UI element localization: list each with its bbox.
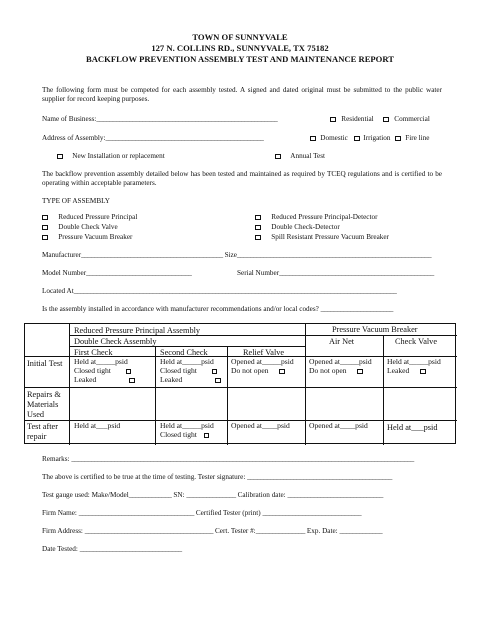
after-second-check-held-field[interactable]: Held at_____psid bbox=[160, 421, 214, 430]
domestic-label: Domestic bbox=[320, 134, 348, 142]
relief-valve-do-not-open-checkbox[interactable] bbox=[279, 369, 285, 375]
closed-tight-label: Closed tight bbox=[160, 430, 197, 439]
date-tested-label: Date Tested: bbox=[42, 545, 78, 553]
firm-address-label: Firm Address: bbox=[42, 527, 83, 535]
first-check-header: First Check bbox=[74, 348, 113, 357]
type-rpp-option[interactable] bbox=[42, 213, 137, 221]
first-check-held-field[interactable]: Held at_____psid bbox=[74, 357, 128, 366]
air-net-opened-field[interactable]: Opened at_____psid bbox=[309, 357, 372, 366]
located-at-field[interactable]: Located At__________________________________________________________________________________________________ bbox=[42, 287, 397, 295]
manufacturer-label: Manufacturer bbox=[42, 251, 82, 259]
rpa-header: Reduced Pressure Principal Assembly bbox=[74, 326, 201, 335]
air-net-do-not-open-checkbox[interactable] bbox=[357, 369, 363, 375]
air-net-header: Air Net bbox=[329, 337, 355, 346]
domestic-option[interactable] bbox=[310, 134, 348, 142]
first-check-leaked[interactable] bbox=[74, 376, 135, 384]
fire-line-checkbox[interactable] bbox=[395, 136, 401, 142]
relief-valve-do-not-open[interactable] bbox=[231, 367, 285, 375]
annual-test-option[interactable] bbox=[275, 152, 325, 160]
pvb-header: Pressure Vacuum Breaker bbox=[332, 325, 418, 334]
repairs-row-label-2: Materials bbox=[27, 400, 59, 409]
type-rpp-checkbox[interactable] bbox=[42, 215, 48, 221]
irrigation-checkbox[interactable] bbox=[354, 136, 360, 142]
repairs-row-label-3: Used bbox=[27, 410, 45, 419]
initial-test-row-label: Initial Test bbox=[27, 359, 63, 368]
do-not-open-label: Do not open bbox=[309, 366, 347, 375]
business-name-label: Name of Business: bbox=[42, 115, 97, 123]
firm-name-field[interactable]: Firm Name: ___________________________________ Certified Tester (print) ______________________________ bbox=[42, 509, 362, 517]
relief-valve-opened-field[interactable]: Opened at_____psid bbox=[231, 357, 294, 366]
leaked-label: Leaked bbox=[74, 375, 97, 384]
test-gauge-label: Test gauge used: Make/Model bbox=[42, 491, 129, 499]
type-rppd-option[interactable] bbox=[255, 213, 377, 221]
new-installation-label: New Installation or replacement bbox=[72, 152, 165, 160]
installed-question-label: Is the assembly installed in accordance with manufacturer recommendations and/or local codes? bbox=[42, 305, 319, 313]
type-dcd-option[interactable] bbox=[255, 223, 340, 231]
calibration-date-label: Calibration date: bbox=[237, 491, 286, 499]
check-valve-held-field[interactable]: Held at_____psid bbox=[387, 357, 441, 366]
business-name-field[interactable]: Name of Business:_______________________________________________________ bbox=[42, 115, 278, 123]
type-dcv-label: Double Check Valve bbox=[58, 223, 118, 231]
after-repair-row-label-2: repair bbox=[27, 432, 47, 441]
fire-line-option[interactable] bbox=[395, 134, 429, 142]
type-rppd-checkbox[interactable] bbox=[255, 215, 261, 221]
relief-valve-header: Relief Valve bbox=[243, 348, 285, 357]
do-not-open-label: Do not open bbox=[231, 366, 269, 375]
second-check-closed-checkbox[interactable] bbox=[212, 369, 218, 375]
installed-question-field[interactable]: Is the assembly installed in accordance with manufacturer recommendations and/or local codes? ______________________ bbox=[42, 305, 394, 313]
type-rppd-label: Reduced Pressure Principal-Detector bbox=[271, 213, 378, 221]
fire-line-label: Fire line bbox=[405, 134, 430, 142]
new-installation-checkbox[interactable] bbox=[57, 154, 63, 160]
type-srpvb-option[interactable] bbox=[255, 233, 389, 241]
type-dcv-checkbox[interactable] bbox=[42, 225, 48, 231]
serial-number-label: Serial Number bbox=[237, 269, 280, 277]
dca-header: Double Check Assembly bbox=[74, 337, 157, 346]
after-relief-valve-opened-field[interactable]: Opened at____psid bbox=[231, 421, 290, 430]
after-check-valve-held-field[interactable]: Held at___psid bbox=[387, 423, 438, 432]
after-repair-row-label-1: Test after bbox=[27, 422, 58, 431]
type-pvb-checkbox[interactable] bbox=[42, 235, 48, 241]
type-srpvb-label: Spill Resistant Pressure Vacuum Breaker bbox=[271, 233, 389, 241]
commercial-option[interactable] bbox=[383, 115, 430, 123]
residential-option[interactable] bbox=[330, 115, 374, 123]
after-air-net-opened-field[interactable]: Opened at____psid bbox=[309, 421, 368, 430]
manufacturer-field[interactable]: Manufacturer___________________________________________ Size___________________________________________________________ bbox=[42, 251, 432, 259]
tester-signature-field[interactable]: The above is certified to be true at the time of testing. Tester signature: ____________________________________________ bbox=[42, 473, 393, 481]
annual-test-label: Annual Test bbox=[290, 152, 325, 160]
serial-number-field[interactable]: Serial Number_______________________________________________ bbox=[237, 269, 434, 277]
size-label: Size bbox=[224, 251, 237, 259]
header-town: TOWN OF SUNNYVALE bbox=[192, 32, 288, 42]
new-installation-option[interactable] bbox=[57, 152, 165, 160]
first-check-closed-checkbox[interactable] bbox=[126, 369, 132, 375]
type-dcd-checkbox[interactable] bbox=[255, 225, 261, 231]
second-check-header: Second Check bbox=[160, 348, 208, 357]
after-first-check-held-field[interactable]: Held at___psid bbox=[74, 421, 121, 430]
second-check-leaked-checkbox[interactable] bbox=[215, 378, 221, 384]
residential-checkbox[interactable] bbox=[330, 117, 336, 123]
check-valve-leaked[interactable] bbox=[387, 367, 426, 375]
test-gauge-field[interactable]: Test gauge used: Make/Model_____________ SN: _______________ Calibration date: _____________________________ bbox=[42, 491, 383, 499]
type-rpp-label: Reduced Pressure Principal bbox=[58, 213, 138, 221]
after-second-check-closed-tight[interactable] bbox=[160, 431, 209, 439]
check-valve-header: Check Valve bbox=[395, 337, 438, 346]
type-pvb-option[interactable] bbox=[42, 233, 132, 241]
header-address: 127 N. COLLINS RD., SUNNYVALE, TX 75182 bbox=[151, 43, 329, 53]
firm-name-label: Firm Name: bbox=[42, 509, 77, 517]
irrigation-option[interactable] bbox=[354, 134, 390, 142]
commercial-checkbox[interactable] bbox=[383, 117, 389, 123]
second-check-closed-tight[interactable] bbox=[160, 367, 217, 375]
second-check-held-field[interactable]: Held at_____psid bbox=[160, 357, 214, 366]
check-valve-leaked-checkbox[interactable] bbox=[420, 369, 426, 375]
second-check-leaked[interactable] bbox=[160, 376, 221, 384]
after-second-check-closed-checkbox[interactable] bbox=[204, 433, 210, 439]
leaked-label: Leaked bbox=[387, 366, 410, 375]
remarks-label: Remarks: bbox=[42, 455, 70, 463]
exp-date-label: Exp. Date: bbox=[306, 527, 338, 535]
domestic-checkbox[interactable] bbox=[310, 136, 316, 142]
page-title: BACKFLOW PREVENTION ASSEMBLY TEST AND MAINTENANCE REPORT bbox=[85, 54, 395, 64]
serial-no-label: SN: bbox=[173, 491, 185, 499]
certify-paragraph: The backflow prevention assembly detailed below has been tested and maintained as required by TCEQ regulations and is certified to be operating within acceptable parameters. bbox=[42, 170, 442, 188]
first-check-leaked-checkbox[interactable] bbox=[129, 378, 135, 384]
assembly-address-field[interactable]: Address of Assembly:________________________________________________ bbox=[42, 134, 264, 142]
model-number-field[interactable]: Model Number________________________________ bbox=[42, 269, 192, 277]
intro-paragraph: The following form must be competed for each assembly tested. A signed and dated original must be submitted to the public water supplier for record keeping purposes. bbox=[42, 86, 442, 104]
located-at-label: Located At bbox=[42, 287, 74, 295]
type-dcv-option[interactable] bbox=[42, 223, 118, 231]
assembly-type-title: TYPE OF ASSEMBLY bbox=[42, 197, 110, 205]
leaked-label: Leaked bbox=[160, 375, 183, 384]
remarks-field[interactable]: Remarks: ________________________________________________________________________________________________________ bbox=[42, 455, 414, 463]
repairs-row-label-1: Repairs & bbox=[27, 390, 61, 399]
cert-tester-number-label: Cert. Tester #: bbox=[215, 527, 256, 535]
closed-tight-label: Closed tight bbox=[74, 366, 111, 375]
closed-tight-label: Closed tight bbox=[160, 366, 197, 375]
assembly-address-label: Address of Assembly: bbox=[42, 134, 106, 142]
irrigation-label: Irrigation bbox=[363, 134, 391, 142]
first-check-closed-tight[interactable] bbox=[74, 367, 131, 375]
model-number-label: Model Number bbox=[42, 269, 87, 277]
test-results-table bbox=[24, 323, 456, 444]
annual-test-checkbox[interactable] bbox=[275, 154, 281, 160]
certified-tester-label: Certified Tester (print) bbox=[195, 509, 261, 517]
air-net-do-not-open[interactable] bbox=[309, 367, 363, 375]
type-dcd-label: Double Check-Detector bbox=[271, 223, 340, 231]
tester-signature-label: The above is certified to be true at the time of testing. Tester signature: bbox=[42, 473, 246, 481]
commercial-label: Commercial bbox=[394, 115, 430, 123]
date-tested-field[interactable]: Date Tested: _______________________________ bbox=[42, 545, 182, 553]
residential-label: Residential bbox=[341, 115, 374, 123]
type-srpvb-checkbox[interactable] bbox=[255, 235, 261, 241]
type-pvb-label: Pressure Vacuum Breaker bbox=[58, 233, 133, 241]
firm-address-field[interactable]: Firm Address: _______________________________________ Cert. Tester #:_______________ Exp. Date: _____________ bbox=[42, 527, 383, 535]
